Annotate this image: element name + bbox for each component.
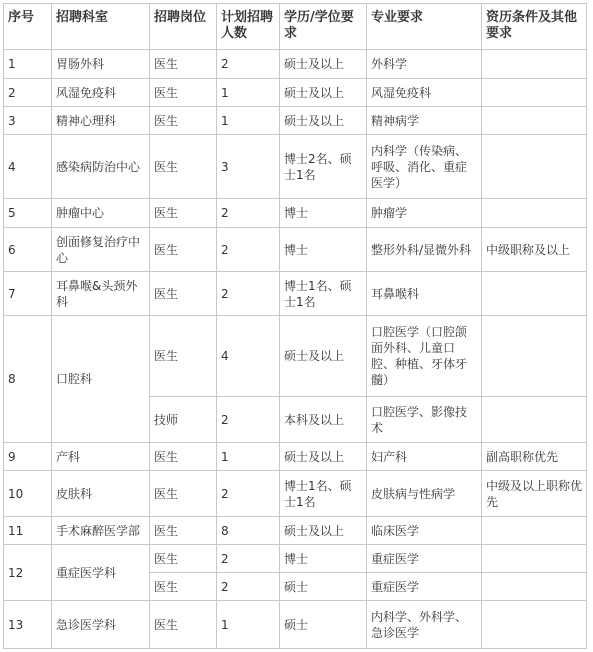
table-cell: 感染病防治中心: [52, 135, 150, 199]
table-cell: 博士1名、硕士1名: [280, 272, 367, 316]
header-cell: 序号: [4, 4, 52, 50]
table-row: [4, 443, 587, 471]
table-cell: 博士2名、硕士1名: [280, 135, 367, 199]
table-row: [4, 545, 587, 573]
table-cell: 博士: [280, 545, 367, 573]
table-cell: 外科学: [367, 50, 482, 79]
table-row: [4, 199, 587, 228]
table-cell: 2: [4, 79, 52, 107]
table-header-row: [4, 4, 587, 50]
table-cell: 临床医学: [367, 517, 482, 545]
header-cell: 招聘科室: [52, 4, 150, 50]
table-cell: 医生: [150, 272, 217, 316]
table-cell: [482, 517, 587, 545]
table-cell: 内科学、外科学、急诊医学: [367, 601, 482, 649]
table-cell: 急诊医学科: [52, 601, 150, 649]
table-cell: 硕士及以上: [280, 443, 367, 471]
table-cell: 1: [4, 50, 52, 79]
header-cell: 招聘岗位: [150, 4, 217, 50]
table-cell: 8: [217, 517, 280, 545]
table-cell: 2: [217, 397, 280, 443]
table-cell: 中级及以上职称优先: [482, 471, 587, 517]
table-cell: 2: [217, 50, 280, 79]
table-cell: 硕士及以上: [280, 79, 367, 107]
table-cell: 口腔医学、影像技术: [367, 397, 482, 443]
table-cell: 手术麻醉医学部: [52, 517, 150, 545]
table-cell: [482, 107, 587, 135]
table-cell: 口腔科: [52, 316, 150, 443]
table-cell: 医生: [150, 573, 217, 601]
table-cell: 耳鼻喉&头颈外科: [52, 272, 150, 316]
table-row: [4, 50, 587, 79]
table-cell: [482, 79, 587, 107]
recruitment-table: [3, 3, 587, 649]
table-cell: 皮肤病与性病学: [367, 471, 482, 517]
table-cell: 产科: [52, 443, 150, 471]
table-cell: 4: [217, 316, 280, 397]
table-cell: 精神心理科: [52, 107, 150, 135]
table-cell: 硕士及以上: [280, 316, 367, 397]
table-cell: [482, 135, 587, 199]
table-row: [4, 107, 587, 135]
table-cell: 博士: [280, 228, 367, 272]
table-cell: 硕士及以上: [280, 517, 367, 545]
table-cell: 重症医学科: [52, 545, 150, 601]
table-cell: 医生: [150, 545, 217, 573]
table-cell: 博士: [280, 199, 367, 228]
table-cell: 医生: [150, 316, 217, 397]
table-cell: 博士1名、硕士1名: [280, 471, 367, 517]
table-cell: 1: [217, 79, 280, 107]
table-cell: 3: [217, 135, 280, 199]
table-cell: 医生: [150, 107, 217, 135]
table-cell: 肿瘤学: [367, 199, 482, 228]
table-cell: 医生: [150, 443, 217, 471]
table-cell: 4: [4, 135, 52, 199]
table-row: [4, 517, 587, 545]
recruitment-table-container: [3, 3, 587, 649]
table-cell: 1: [217, 107, 280, 135]
table-cell: 2: [217, 471, 280, 517]
table-cell: 本科及以上: [280, 397, 367, 443]
table-cell: 11: [4, 517, 52, 545]
table-cell: 6: [4, 228, 52, 272]
table-cell: 10: [4, 471, 52, 517]
table-cell: 1: [217, 601, 280, 649]
table-cell: 技师: [150, 397, 217, 443]
table-cell: 重症医学: [367, 545, 482, 573]
table-cell: 耳鼻喉科: [367, 272, 482, 316]
table-cell: 13: [4, 601, 52, 649]
table-cell: 医生: [150, 471, 217, 517]
table-cell: 硕士及以上: [280, 50, 367, 79]
table-cell: 内科学（传染病、呼吸、消化、重症医学）: [367, 135, 482, 199]
table-cell: 5: [4, 199, 52, 228]
table-row: [4, 228, 587, 272]
table-cell: 7: [4, 272, 52, 316]
table-cell: 风湿免疫科: [367, 79, 482, 107]
table-cell: [482, 272, 587, 316]
table-cell: 2: [217, 545, 280, 573]
header-cell: 学历/学位要求: [280, 4, 367, 50]
table-cell: 3: [4, 107, 52, 135]
table-cell: 医生: [150, 601, 217, 649]
table-cell: 风湿免疫科: [52, 79, 150, 107]
table-cell: 中级职称及以上: [482, 228, 587, 272]
table-row: [4, 471, 587, 517]
table-cell: 8: [4, 316, 52, 443]
header-cell: 资历条件及其他要求: [482, 4, 587, 50]
table-cell: 医生: [150, 517, 217, 545]
table-cell: 2: [217, 199, 280, 228]
table-row: [4, 316, 587, 397]
table-cell: 整形外科/显微外科: [367, 228, 482, 272]
table-cell: 2: [217, 573, 280, 601]
table-cell: [482, 199, 587, 228]
table-cell: 9: [4, 443, 52, 471]
table-cell: 硕士: [280, 573, 367, 601]
table-cell: [482, 397, 587, 443]
header-cell: 计划招聘人数: [217, 4, 280, 50]
table-cell: 医生: [150, 50, 217, 79]
table-cell: [482, 601, 587, 649]
table-cell: 1: [217, 443, 280, 471]
table-row: [4, 135, 587, 199]
table-cell: 医生: [150, 79, 217, 107]
table-cell: 精神病学: [367, 107, 482, 135]
table-cell: 口腔医学（口腔颌面外科、儿童口腔、种植、牙体牙髓）: [367, 316, 482, 397]
table-cell: [482, 573, 587, 601]
table-cell: 医生: [150, 199, 217, 228]
table-cell: [482, 316, 587, 397]
header-cell: 专业要求: [367, 4, 482, 50]
table-cell: 重症医学: [367, 573, 482, 601]
table-cell: 副高职称优先: [482, 443, 587, 471]
table-cell: 医生: [150, 135, 217, 199]
table-cell: 肿瘤中心: [52, 199, 150, 228]
table-cell: [482, 545, 587, 573]
table-cell: 2: [217, 228, 280, 272]
table-cell: 硕士: [280, 601, 367, 649]
table-cell: [482, 50, 587, 79]
table-cell: 医生: [150, 228, 217, 272]
table-cell: 皮肤科: [52, 471, 150, 517]
table-row: [4, 79, 587, 107]
table-row: [4, 272, 587, 316]
table-cell: 胃肠外科: [52, 50, 150, 79]
table-cell: 创面修复治疗中心: [52, 228, 150, 272]
table-cell: 硕士及以上: [280, 107, 367, 135]
table-cell: 12: [4, 545, 52, 601]
table-cell: 妇产科: [367, 443, 482, 471]
table-row: [4, 601, 587, 649]
table-cell: 2: [217, 272, 280, 316]
